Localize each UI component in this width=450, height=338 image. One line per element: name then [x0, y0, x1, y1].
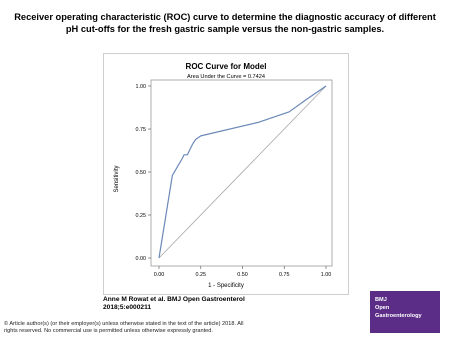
- x-tick-label: 1.00: [320, 272, 332, 278]
- reference-diagonal-line: [159, 86, 326, 258]
- chart-subtitle: Area Under the Curve = 0.7424: [187, 74, 265, 80]
- x-tick-label: 0.50: [237, 272, 248, 278]
- bmj-open-gastroenterology-logo: [370, 291, 440, 333]
- y-tick-label: 0.75: [135, 127, 146, 133]
- copyright-line-2: rights reserved. No commercial use is permitted unless otherwise expressly granted.: [4, 327, 213, 334]
- roc-chart-svg: [104, 54, 348, 294]
- chart-title: ROC Curve for Model: [185, 62, 267, 71]
- y-tick-label: 1.00: [135, 84, 146, 90]
- x-tick-label: 0.25: [195, 272, 206, 278]
- logo-line-1: BMJ: [375, 297, 387, 303]
- x-tick-label: 0.00: [153, 272, 165, 278]
- logo-line-3: Gastroenterology: [375, 313, 422, 319]
- x-axis: [154, 266, 332, 278]
- y-axis-label: Sensitivity: [114, 165, 120, 193]
- roc-chart: [103, 53, 349, 295]
- slide-title: [8, 12, 442, 35]
- citation-line-1: Anne M Rowat et al. BMJ Open Gastroenterol: [103, 296, 245, 303]
- copyright-notice: [4, 321, 274, 335]
- x-axis-label: 1 - Specificity: [208, 283, 244, 289]
- slide-title-line-2: pH cut-offs for the fresh gastric sample versus the non-gastric samples.: [65, 23, 385, 34]
- y-axis: [136, 84, 152, 262]
- citation: [103, 296, 303, 313]
- y-tick-label: 0.00: [135, 256, 146, 262]
- y-tick-label: 0.50: [135, 170, 146, 176]
- x-tick-label: 0.75: [279, 272, 290, 278]
- y-tick-label: 0.25: [135, 213, 146, 219]
- citation-line-2: 2018;5:e000211: [103, 304, 152, 312]
- copyright-line-1: © Article author(s) (or their employer(s) unless otherwise stated in the text of the article) 2018. All: [4, 321, 244, 327]
- slide-title-line-1: Receiver operating characteristic (ROC) curve to determine the diagnostic accuracy of different: [14, 12, 436, 22]
- logo-line-2: Open: [375, 305, 390, 311]
